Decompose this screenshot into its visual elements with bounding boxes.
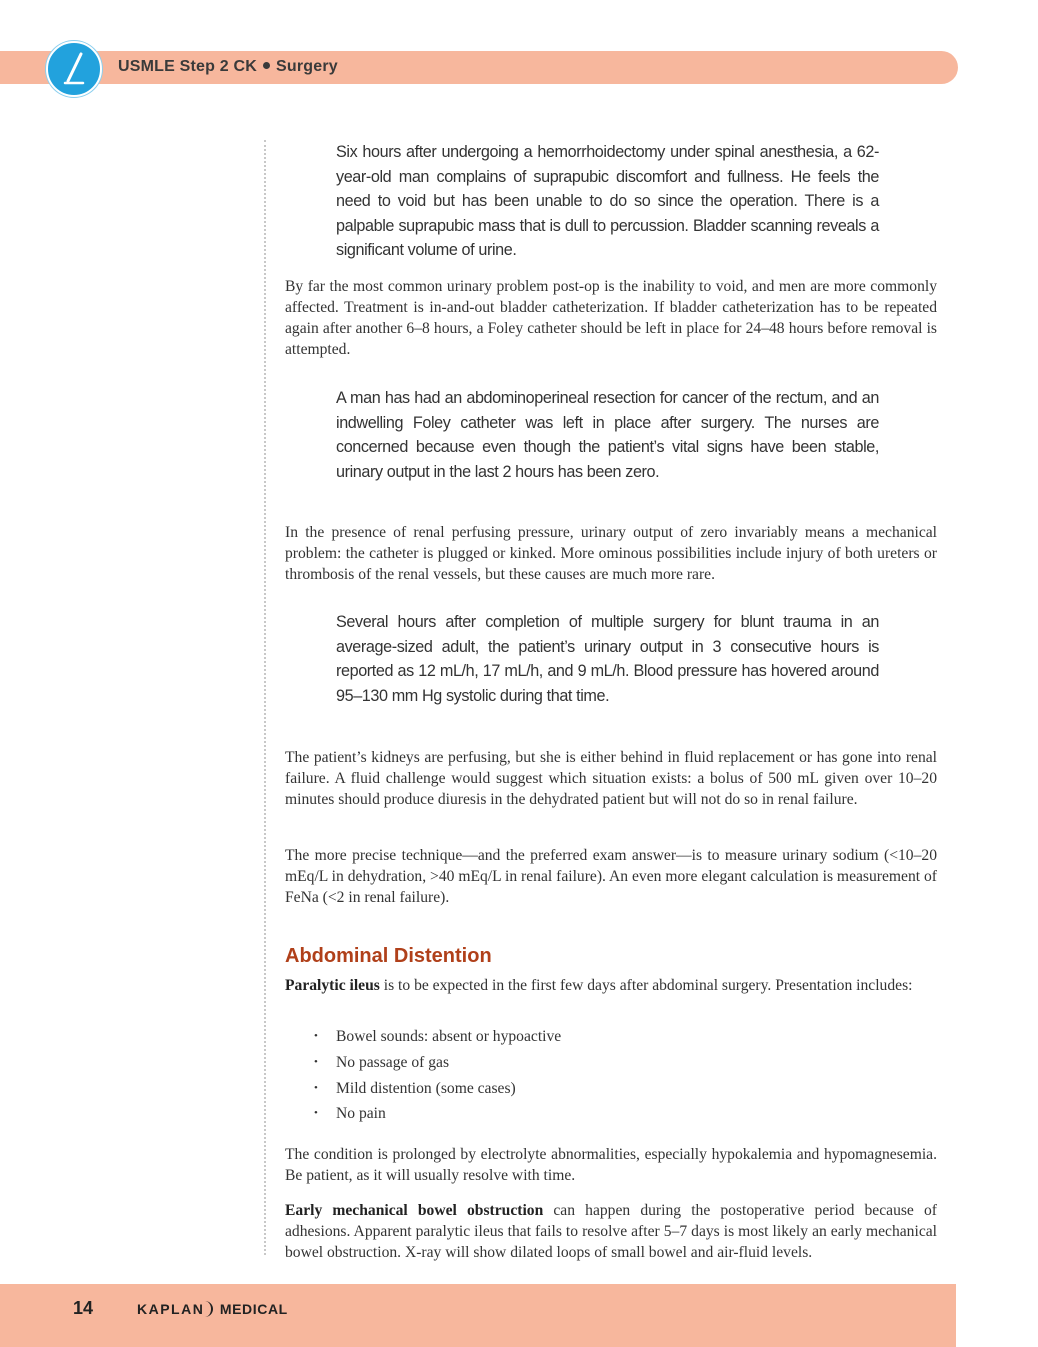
list-item: • No passage of gas xyxy=(314,1050,561,1076)
clinical-case-3: Several hours after completion of multiple surgery for blunt trauma in an average-sized adult, the patient’s urinary output in 3 consecutive hours is reported as 12 mL/h, 17 mL/h, and 9 mL/h. Blood pressure has hovered around 95–130 mm Hg systolic during that time. xyxy=(336,613,879,705)
paragraph-paralytic-ileus xyxy=(285,975,937,996)
page-number: 14 xyxy=(73,1298,94,1318)
bullet-dot-icon xyxy=(263,62,270,69)
brand-arc-icon xyxy=(201,1301,213,1317)
paragraph-prolonged-condition: The condition is prolonged by electrolyte abnormalities, especially hypokalemia and hypomagnesemia. Be patient, as it will usually resolve with time. xyxy=(285,1146,937,1184)
clinical-case-1: Six hours after undergoing a hemorrhoidectomy under spinal anesthesia, a 62-year-old man complains of suprapubic discomfort and fullness. He feels the need to void but has been unable to do so since the operation. There is a palpable suprapubic mass that is dull to percussion. Bladder scanning reveals a significant volume of urine. xyxy=(336,143,879,259)
paralytic-ileus-text: is to be expected in the first few days after abdominal surgery. Presentation includes: xyxy=(379,977,913,994)
brand-suffix: MEDICAL xyxy=(219,1301,288,1317)
presentation-list xyxy=(314,1024,561,1127)
subject-title: Surgery xyxy=(276,58,338,75)
bowel-obstruction-text: can happen during the postoperative period because of adhesions. Apparent paralytic ileus that fails to resolve after 5–7 days is most likely an early mechanical bowel obstruction. X-ray will show dilated loops of small bowel and air-fluid levels. xyxy=(285,1202,937,1261)
list-item: • No pain xyxy=(314,1101,561,1127)
brand-name: KAPLAN xyxy=(137,1301,205,1317)
scalpel-icon xyxy=(46,41,102,97)
section-heading: Abdominal Distention xyxy=(285,945,492,967)
running-header xyxy=(118,58,338,76)
term-paralytic-ileus: Paralytic ileus xyxy=(285,977,380,994)
book-title: USMLE Step 2 CK xyxy=(118,58,258,75)
list-item: • Mild distention (some cases) xyxy=(314,1076,561,1102)
clinical-case-2: A man has had an abdominoperineal resection for cancer of the rectum, and an indwelling Foley catheter was left in place after surgery. The nurses are concerned because even though the patient’s vital signs have been stable, urinary output in the last 2 hours has been zero. xyxy=(336,389,879,481)
paragraph-urinary-retention: By far the most common urinary problem post-op is the inability to void, and men are more commonly affected. Treatment is in-and-out bladder catheterization. If bladder catheterization has to be repeated again after another 6–8 hours, a Foley catheter should be left in place for 24–48 hours before removal is attempted. xyxy=(285,278,937,358)
paragraph-fluid-challenge: The patient’s kidneys are perfusing, but she is either behind in fluid replacement or has gone into renal failure. A fluid challenge would suggest which situation exists: a bolus of 500 mL given over 10–20 minutes should produce diuresis in the dehydrated patient but will not do so in renal failure. xyxy=(285,749,937,808)
paragraph-urinary-sodium: The more precise technique—and the preferred exam answer—is to measure urinary sodium (<10–20 mEq/L in dehydration, >40 mEq/L in renal failure). An even more elegant calculation is measurement of FeNa (<2 in renal failure). xyxy=(285,847,937,906)
term-bowel-obstruction: Early mechanical bowel obstruction xyxy=(285,1202,544,1219)
paragraph-zero-output: In the presence of renal perfusing pressure, urinary output of zero invariably means a mechanical problem: the catheter is plugged or kinked. More ominous possibilities include injury of both ureters or thrombosis of the renal vessels, but these causes are much more rare. xyxy=(285,524,937,583)
margin-rule xyxy=(264,140,266,1255)
list-item: • Bowel sounds: absent or hypoactive xyxy=(314,1024,561,1050)
paragraph-bowel-obstruction xyxy=(285,1200,937,1263)
publisher-logo xyxy=(137,1301,288,1317)
